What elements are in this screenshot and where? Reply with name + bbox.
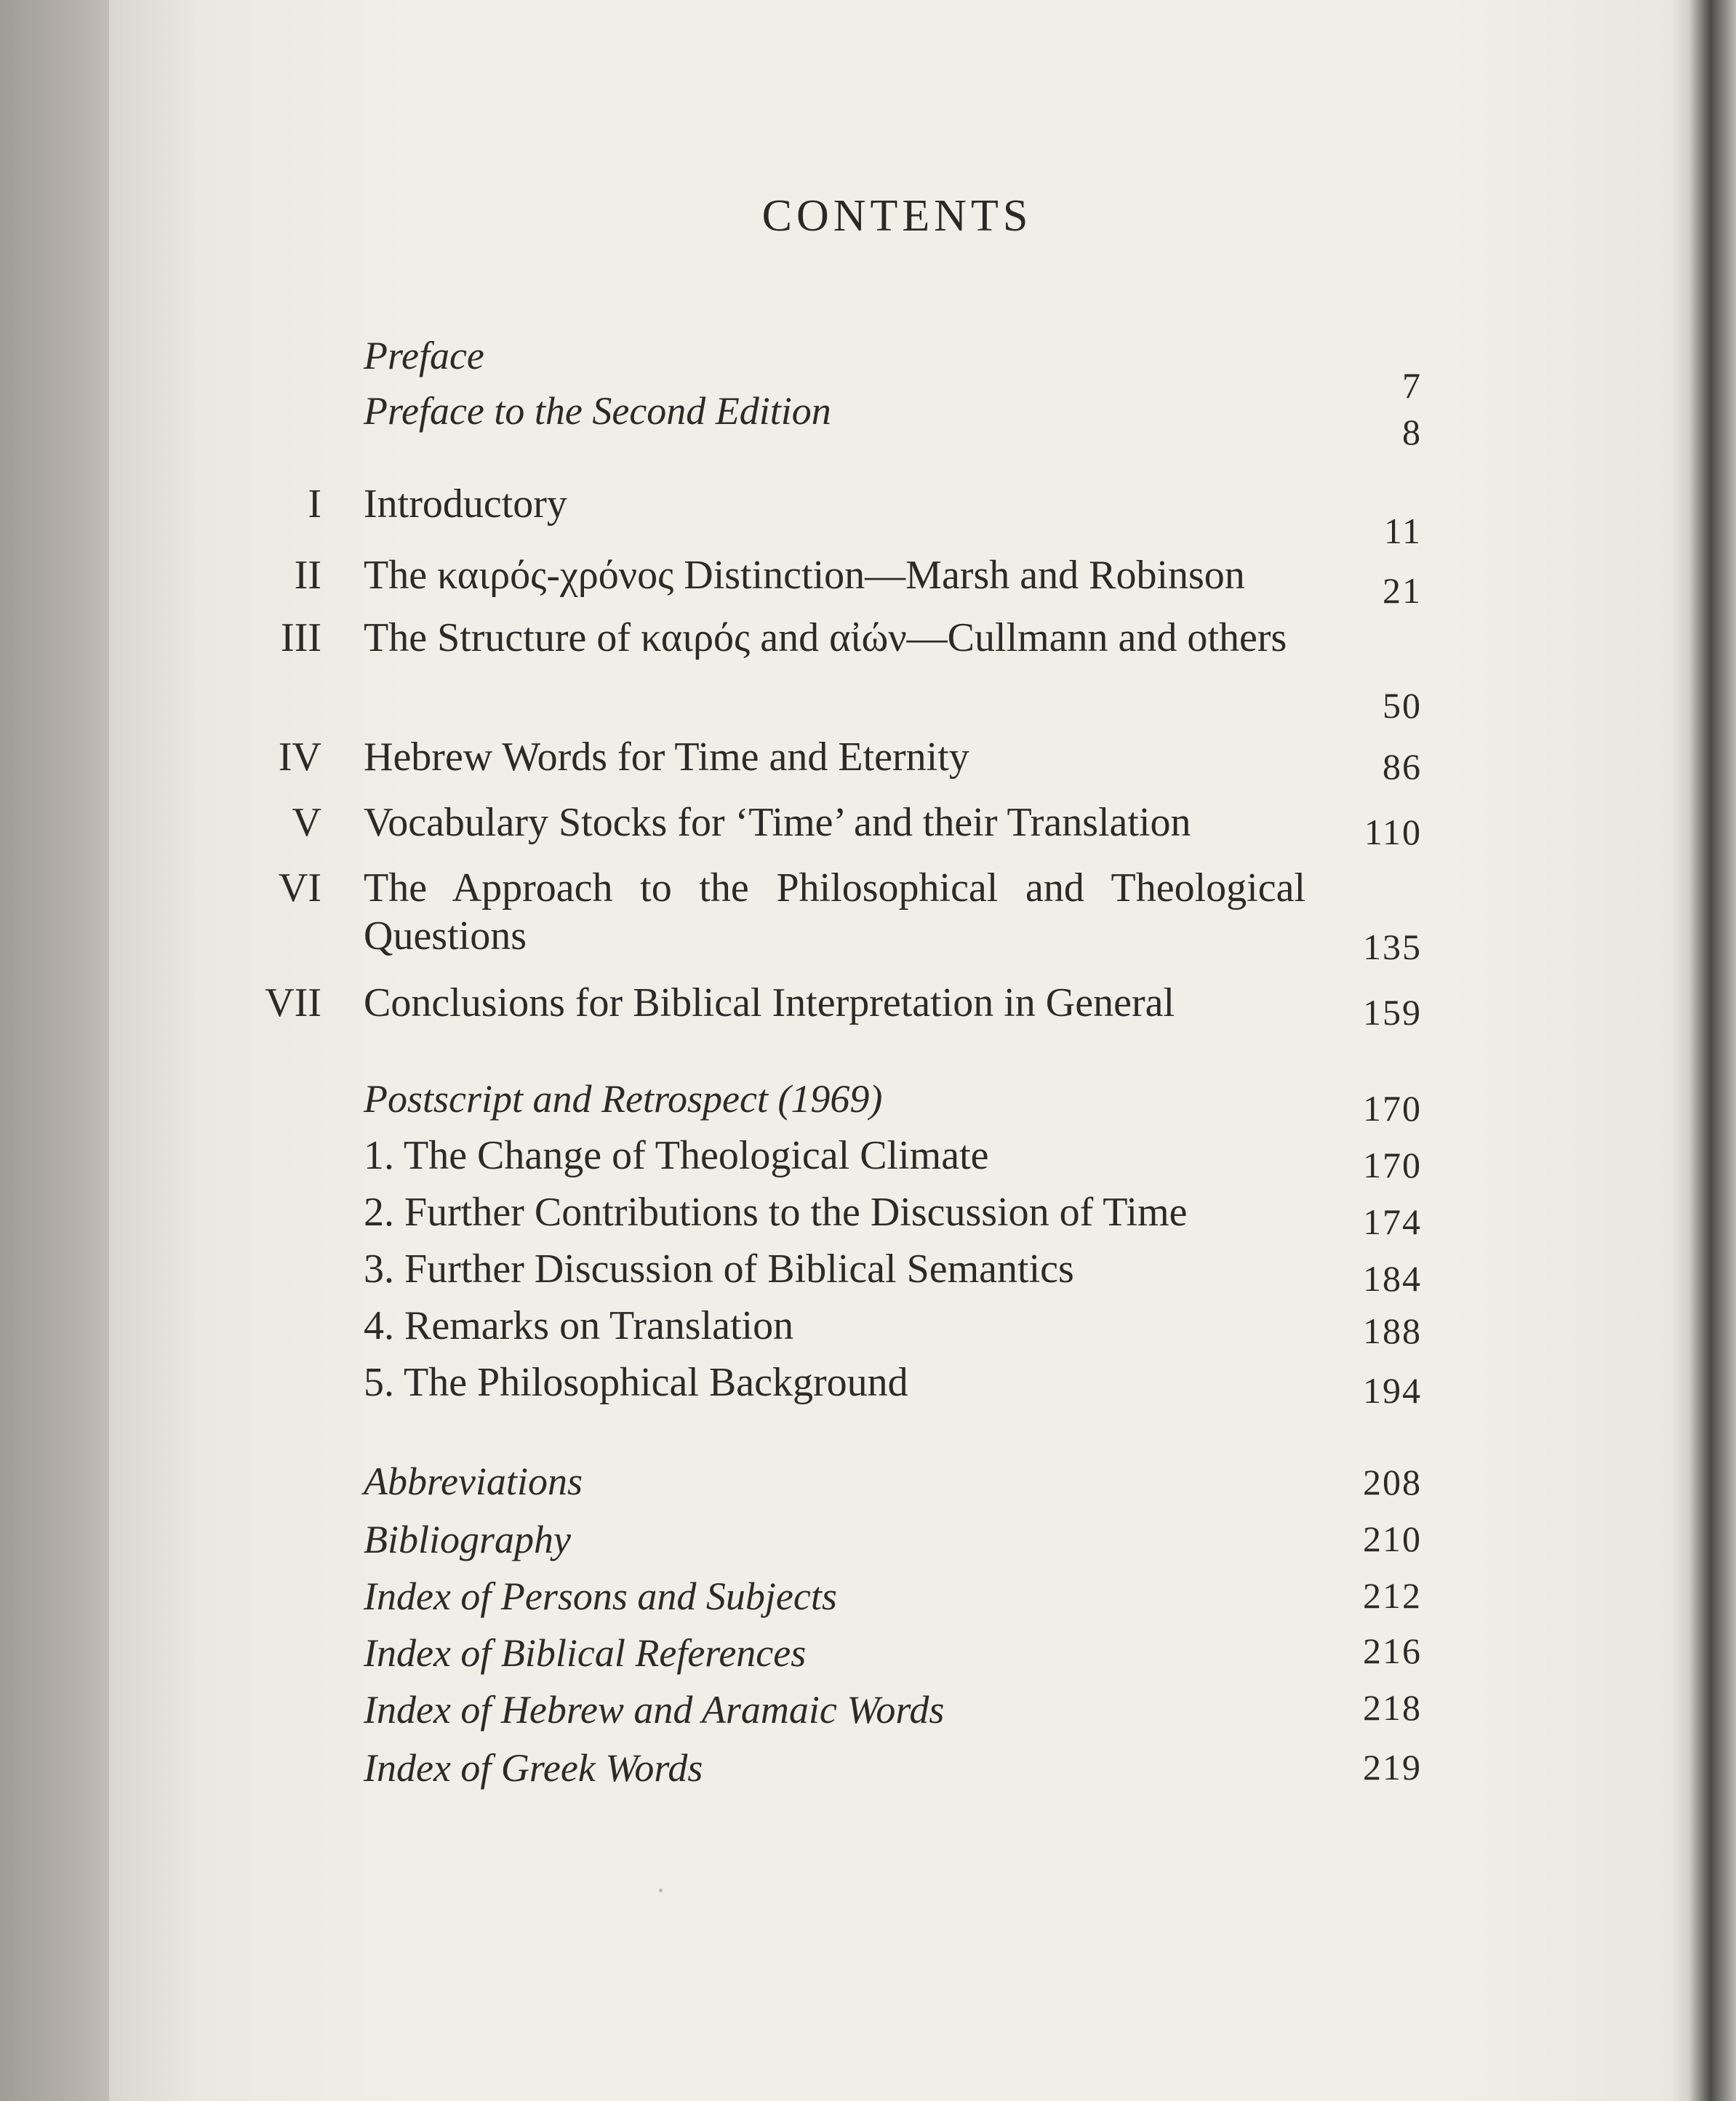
entry-label: Conclusions for Biblical Interpretation in General — [364, 980, 1175, 1025]
contents-title: CONTENTS — [761, 191, 1033, 241]
toc-entry-section — [0, 1188, 1736, 1246]
entry-label: Index of Biblical References — [364, 1631, 807, 1675]
entry-page: 212 — [1363, 1575, 1422, 1616]
entry-page: 218 — [1363, 1687, 1422, 1728]
entry-page: 170 — [1363, 1088, 1422, 1129]
entry-page: 219 — [1363, 1747, 1422, 1788]
entry-page: 21 — [1383, 570, 1422, 611]
entry-label: Preface — [364, 334, 484, 377]
entry-page: 110 — [1364, 812, 1422, 852]
toc-entry-section — [0, 1245, 1736, 1303]
entry-label: The Approach to the Philosophical and Theological Questions — [364, 865, 1305, 959]
entry-label: 3. Further Discussion of Biblical Semantics — [364, 1246, 1074, 1292]
entry-label: Index of Hebrew and Aramaic Words — [364, 1688, 945, 1732]
toc-entry-chapter — [0, 979, 1736, 1037]
entry-label: Index of Greek Words — [364, 1746, 703, 1790]
entry-label: Bibliography — [364, 1518, 571, 1561]
entry-page: 184 — [1363, 1258, 1422, 1299]
toc-entry-chapter — [0, 614, 1736, 716]
entry-page: 188 — [1363, 1310, 1422, 1351]
chapter-number: VI — [278, 865, 321, 911]
toc-entry-preface — [0, 332, 1736, 390]
entry-label: Introductory — [364, 481, 567, 527]
entry-label: 5. The Philosophical Background — [364, 1360, 908, 1405]
entry-label: Index of Persons and Subjects — [364, 1574, 837, 1618]
toc-entry-back-matter — [0, 1516, 1736, 1574]
entry-label: 2. Further Contributions to the Discussion of Time — [364, 1190, 1188, 1235]
toc-entry-postscript — [0, 1075, 1736, 1133]
entry-label: Preface to the Second Edition — [364, 389, 831, 433]
entry-label: Postscript and Retrospect (1969) — [364, 1077, 883, 1121]
paper-speck — [659, 1889, 663, 1892]
entry-page: 194 — [1363, 1370, 1422, 1411]
entry-page: 8 — [1402, 412, 1422, 452]
entry-page: 170 — [1363, 1145, 1422, 1185]
toc-entry-preface-second-edition — [0, 387, 1736, 445]
entry-page: 210 — [1363, 1518, 1422, 1559]
entry-label: Vocabulary Stocks for ‘Time’ and their Translation — [364, 800, 1191, 845]
entry-page: 216 — [1363, 1630, 1422, 1671]
entry-label: 1. The Change of Theological Climate — [364, 1133, 989, 1178]
chapter-number: I — [308, 481, 321, 527]
entry-page: 208 — [1363, 1462, 1422, 1502]
toc-entry-chapter — [0, 480, 1736, 538]
entry-label: The Structure of καιρός and αἰών—Cullmann and others — [364, 615, 1287, 660]
entry-label: Hebrew Words for Time and Eternity — [364, 735, 969, 780]
chapter-number: V — [292, 800, 321, 845]
entry-page: 11 — [1383, 511, 1422, 551]
entry-label: The καιρός-χρόνος Distinction—Marsh and Robinson — [364, 553, 1245, 598]
toc-entry-back-matter — [0, 1572, 1736, 1630]
entry-page: 86 — [1383, 746, 1422, 787]
toc-entry-chapter — [0, 864, 1736, 966]
toc-entry-back-matter — [0, 1686, 1736, 1744]
toc-entry-chapter — [0, 551, 1736, 609]
chapter-number: III — [281, 615, 321, 660]
chapter-number: IV — [278, 735, 321, 780]
toc-entry-section — [0, 1302, 1736, 1360]
toc-entry-section — [0, 1358, 1736, 1417]
toc-entry-chapter — [0, 733, 1736, 791]
toc-entry-back-matter — [0, 1744, 1736, 1802]
toc-entry-back-matter — [0, 1629, 1736, 1687]
entry-page: 135 — [1363, 927, 1422, 967]
toc-entry-chapter — [0, 799, 1736, 857]
toc-entry-back-matter — [0, 1457, 1736, 1516]
chapter-number: VII — [265, 980, 321, 1025]
chapter-number: II — [294, 553, 321, 598]
entry-page: 174 — [1363, 1201, 1422, 1242]
entry-label: 4. Remarks on Translation — [364, 1303, 794, 1348]
entry-page: 7 — [1402, 365, 1422, 406]
entry-label: Abbreviations — [364, 1460, 583, 1503]
toc-entry-section — [0, 1132, 1736, 1190]
entry-page: 50 — [1383, 685, 1422, 726]
entry-page: 159 — [1363, 992, 1422, 1033]
